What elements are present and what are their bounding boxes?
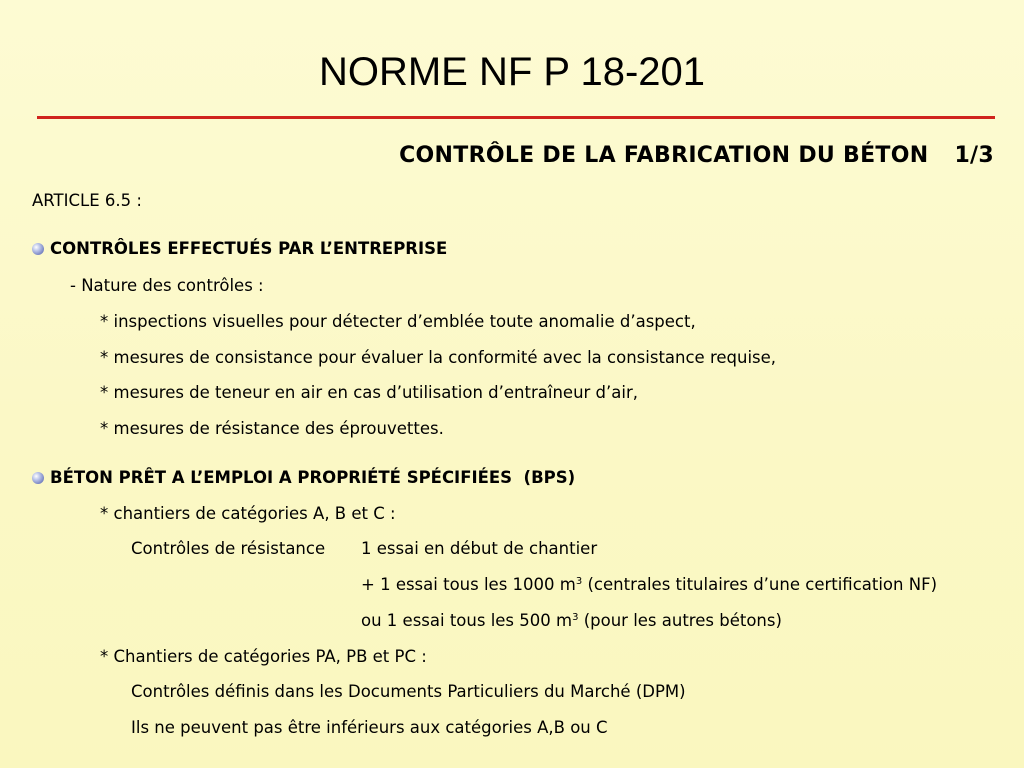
bullet-icon [32, 243, 44, 255]
page-title: NORME NF P 18-201 [318, 50, 706, 94]
resistance-label: Contrôles de résistance [131, 539, 326, 558]
pa-line-1: Contrôles définis dans les Documents Particuliers du Marché (DPM) [131, 682, 686, 701]
section1-item: * mesures de teneur en air en cas d’utilisation d’entraîneur d’air, [100, 383, 638, 402]
pa-line-2: Ils ne peuvent pas être inférieurs aux catégories A,B ou C [131, 718, 608, 737]
section1-item: * mesures de consistance pour évaluer la conformité avec la consistance requise, [100, 348, 777, 367]
resistance-line-3 [361, 610, 782, 632]
slide-subtitle [399, 143, 994, 168]
resistance-line-2-main: + 1 essai tous les 1000 m [361, 575, 576, 594]
section1-intro: - Nature des contrôles : [70, 276, 264, 295]
resistance-line-2-note: (centrales titulaires d’une certification NF) [582, 575, 938, 594]
section1-heading: CONTRÔLES EFFECTUÉS PAR L’ENTREPRISE [50, 239, 448, 258]
resistance-line-1: 1 essai en début de chantier [361, 539, 598, 558]
resistance-line-2 [361, 574, 937, 596]
bullet-icon [32, 472, 44, 484]
section2-heading-text: BÉTON PRÊT A L’EMPLOI A PROPRIÉTÉ SPÉCIFIÉES [50, 468, 513, 487]
subtitle-text: CONTRÔLE DE LA FABRICATION DU BÉTON [399, 143, 929, 168]
title-divider [37, 116, 995, 119]
page-indicator: 1/3 [954, 143, 994, 168]
cubic-superscript: 3 [575, 576, 583, 587]
category-abc-label: * chantiers de catégories A, B et C : [100, 504, 396, 523]
resistance-line-3-main: ou 1 essai tous les 500 m [361, 611, 573, 630]
section1-item: * inspections visuelles pour détecter d’emblée toute anomalie d’aspect, [100, 312, 696, 331]
category-pa-label: * Chantiers de catégories PA, PB et PC : [100, 647, 427, 666]
section2-heading [50, 467, 575, 489]
section1-item: * mesures de résistance des éprouvettes. [100, 419, 444, 438]
section2-heading-suffix: (BPS) [523, 468, 576, 487]
cubic-superscript: 3 [572, 612, 579, 623]
resistance-line-3-note: (pour les autres bétons) [578, 611, 782, 630]
article-label: ARTICLE 6.5 : [32, 191, 142, 210]
